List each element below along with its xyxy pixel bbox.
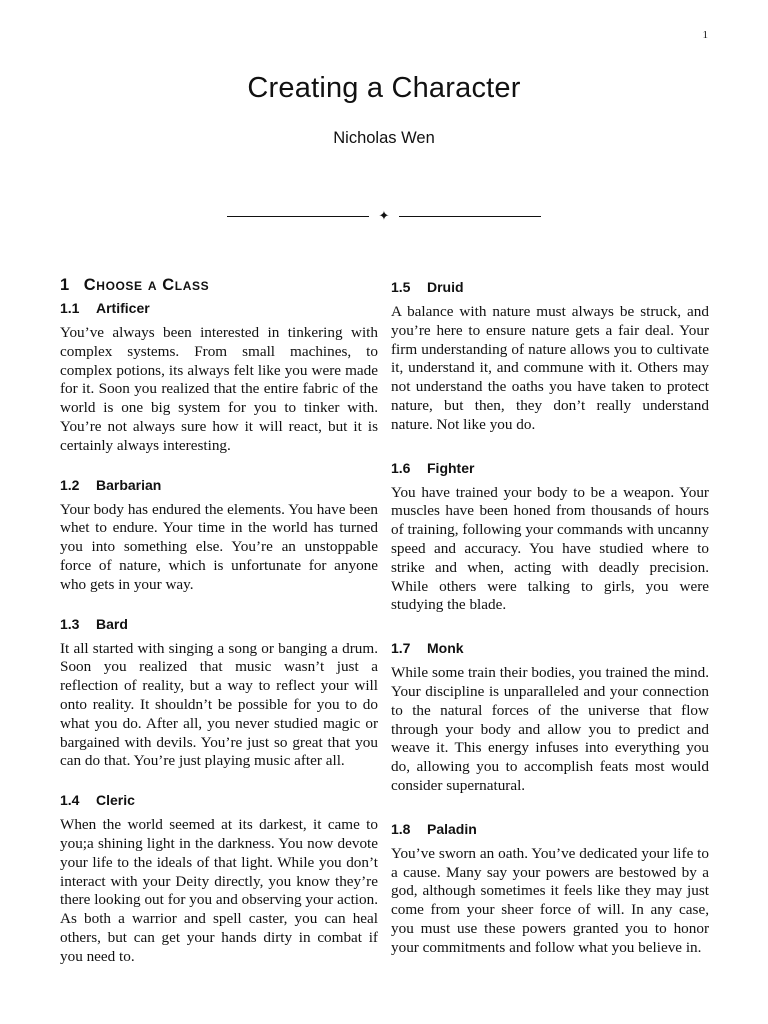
subsection-heading xyxy=(391,459,709,477)
subsection-title: Paladin xyxy=(427,820,477,837)
subsection-fighter xyxy=(391,459,709,616)
subsection-text: You’ve always been interested in tinkering with complex systems. From small machines, to complex potions, its always felt like you were made for it. Soon you realized that the entire fabric of the world is one big system for you to tinker with. You’re not always sure how it will react, but it is certainly always interesting. xyxy=(60,324,378,454)
left-column xyxy=(60,276,378,989)
subsection-artificer xyxy=(60,299,378,456)
subsection-number: 1.7 xyxy=(391,640,411,657)
subsection-number: 1.8 xyxy=(391,820,411,837)
subsection-number: 1.5 xyxy=(391,279,411,295)
subsection-druid xyxy=(391,278,709,435)
subsection-title: Artificer xyxy=(96,300,150,316)
subsection-number: 1.1 xyxy=(60,300,80,316)
subsection-text: A balance with nature must always be struck, and you’re here to ensure nature gets a fair deal. Your firm understanding of nature allows you to cultivate it, understand it, and commune with it. Others may not understand the oaths you have taken to protect nature, but then, they don’t really understand nature. Not like you do. xyxy=(391,303,709,433)
subsection-cleric xyxy=(60,791,378,966)
subsection-text: When the world seemed at its darkest, it came to you;a shining light in the darkness. You now devote your life to the ideals of that light. While you don’t interact with your Deity directly, you know they’re there looking out for you and observing your action. As both a warrior and spell caster, you can heal others, but can get your hands dirty in combat if you need to. xyxy=(60,816,378,965)
subsection-number: 1.3 xyxy=(60,615,80,632)
author-name: Nicholas Wen xyxy=(333,129,435,147)
subsection-heading xyxy=(60,299,378,317)
subsection-text: While some train their bodies, you trained the mind. Your discipline is unparalleled and your connection to the natural forces of the universe that flow through your body and allow you to predict and weave it. This energy infuses into everything you do, allowing you to accomplish feats most would consider supernatural. xyxy=(391,664,709,794)
subsection-number: 1.2 xyxy=(60,476,80,493)
subsection-heading xyxy=(60,476,378,494)
divider-rule-left xyxy=(227,216,369,217)
subsection-barbarian xyxy=(60,476,378,595)
subsection-title: Monk xyxy=(427,640,464,657)
divider-rule-right xyxy=(399,216,541,217)
subsection-title: Bard xyxy=(96,615,128,632)
section-title: Choose a Class xyxy=(83,276,210,294)
section-heading xyxy=(60,276,378,295)
subsection-heading xyxy=(391,639,709,657)
subsection-number: 1.4 xyxy=(60,792,80,809)
subsection-heading xyxy=(391,278,709,296)
subsection-text: You’ve sworn an oath. You’ve dedicated your life to a cause. Many say your powers are bestowed by a god, although sometimes it feels like they may just come from your sheer force of will. In any case, you must use these powers granted you to honor your commitments and follow what you believe in. xyxy=(391,844,709,956)
subsection-text: You have trained your body to be a weapon. Your muscles have been honed from thousands of hours of training, following your commands with uncanny speed and accuracy. You have studied where to strike and when, acting with deadly precision. While others were talking to girls, you were studying the blade. xyxy=(391,483,709,614)
subsection-paladin xyxy=(391,820,709,958)
subsection-heading xyxy=(391,820,709,838)
right-column xyxy=(391,278,709,980)
subsection-title: Cleric xyxy=(96,792,135,809)
subsection-bard xyxy=(60,615,378,772)
subsection-heading xyxy=(60,791,378,809)
subsection-title: Fighter xyxy=(427,459,475,476)
title-divider xyxy=(227,207,541,225)
subsection-heading xyxy=(60,615,378,633)
document-title: Creating a Character xyxy=(247,72,521,104)
subsection-text: Your body has endured the elements. You have been whet to endure. Your time in the world has turned you into something else. You’re an unstoppable force of nature, which is unfortunate for anyone who gets in your way. xyxy=(60,500,378,593)
page-number: 1 xyxy=(702,29,708,41)
subsection-monk xyxy=(391,639,709,796)
diamond-ornament-icon: ✦ xyxy=(378,208,390,224)
subsection-text: It all started with singing a song or banging a drum. Soon you realized that music wasn’t just a reflection of reality, but a way to reflect your will onto reality. It shouldn’t be possible for you to do what you do. After all, you never studied magic or bargained with devils. You’re just so great that you can do that. You’re just playing music after all. xyxy=(60,639,378,770)
subsection-number: 1.6 xyxy=(391,459,411,476)
section-number: 1 xyxy=(60,276,70,294)
subsection-title: Barbarian xyxy=(96,476,162,493)
subsection-title: Druid xyxy=(427,279,464,295)
